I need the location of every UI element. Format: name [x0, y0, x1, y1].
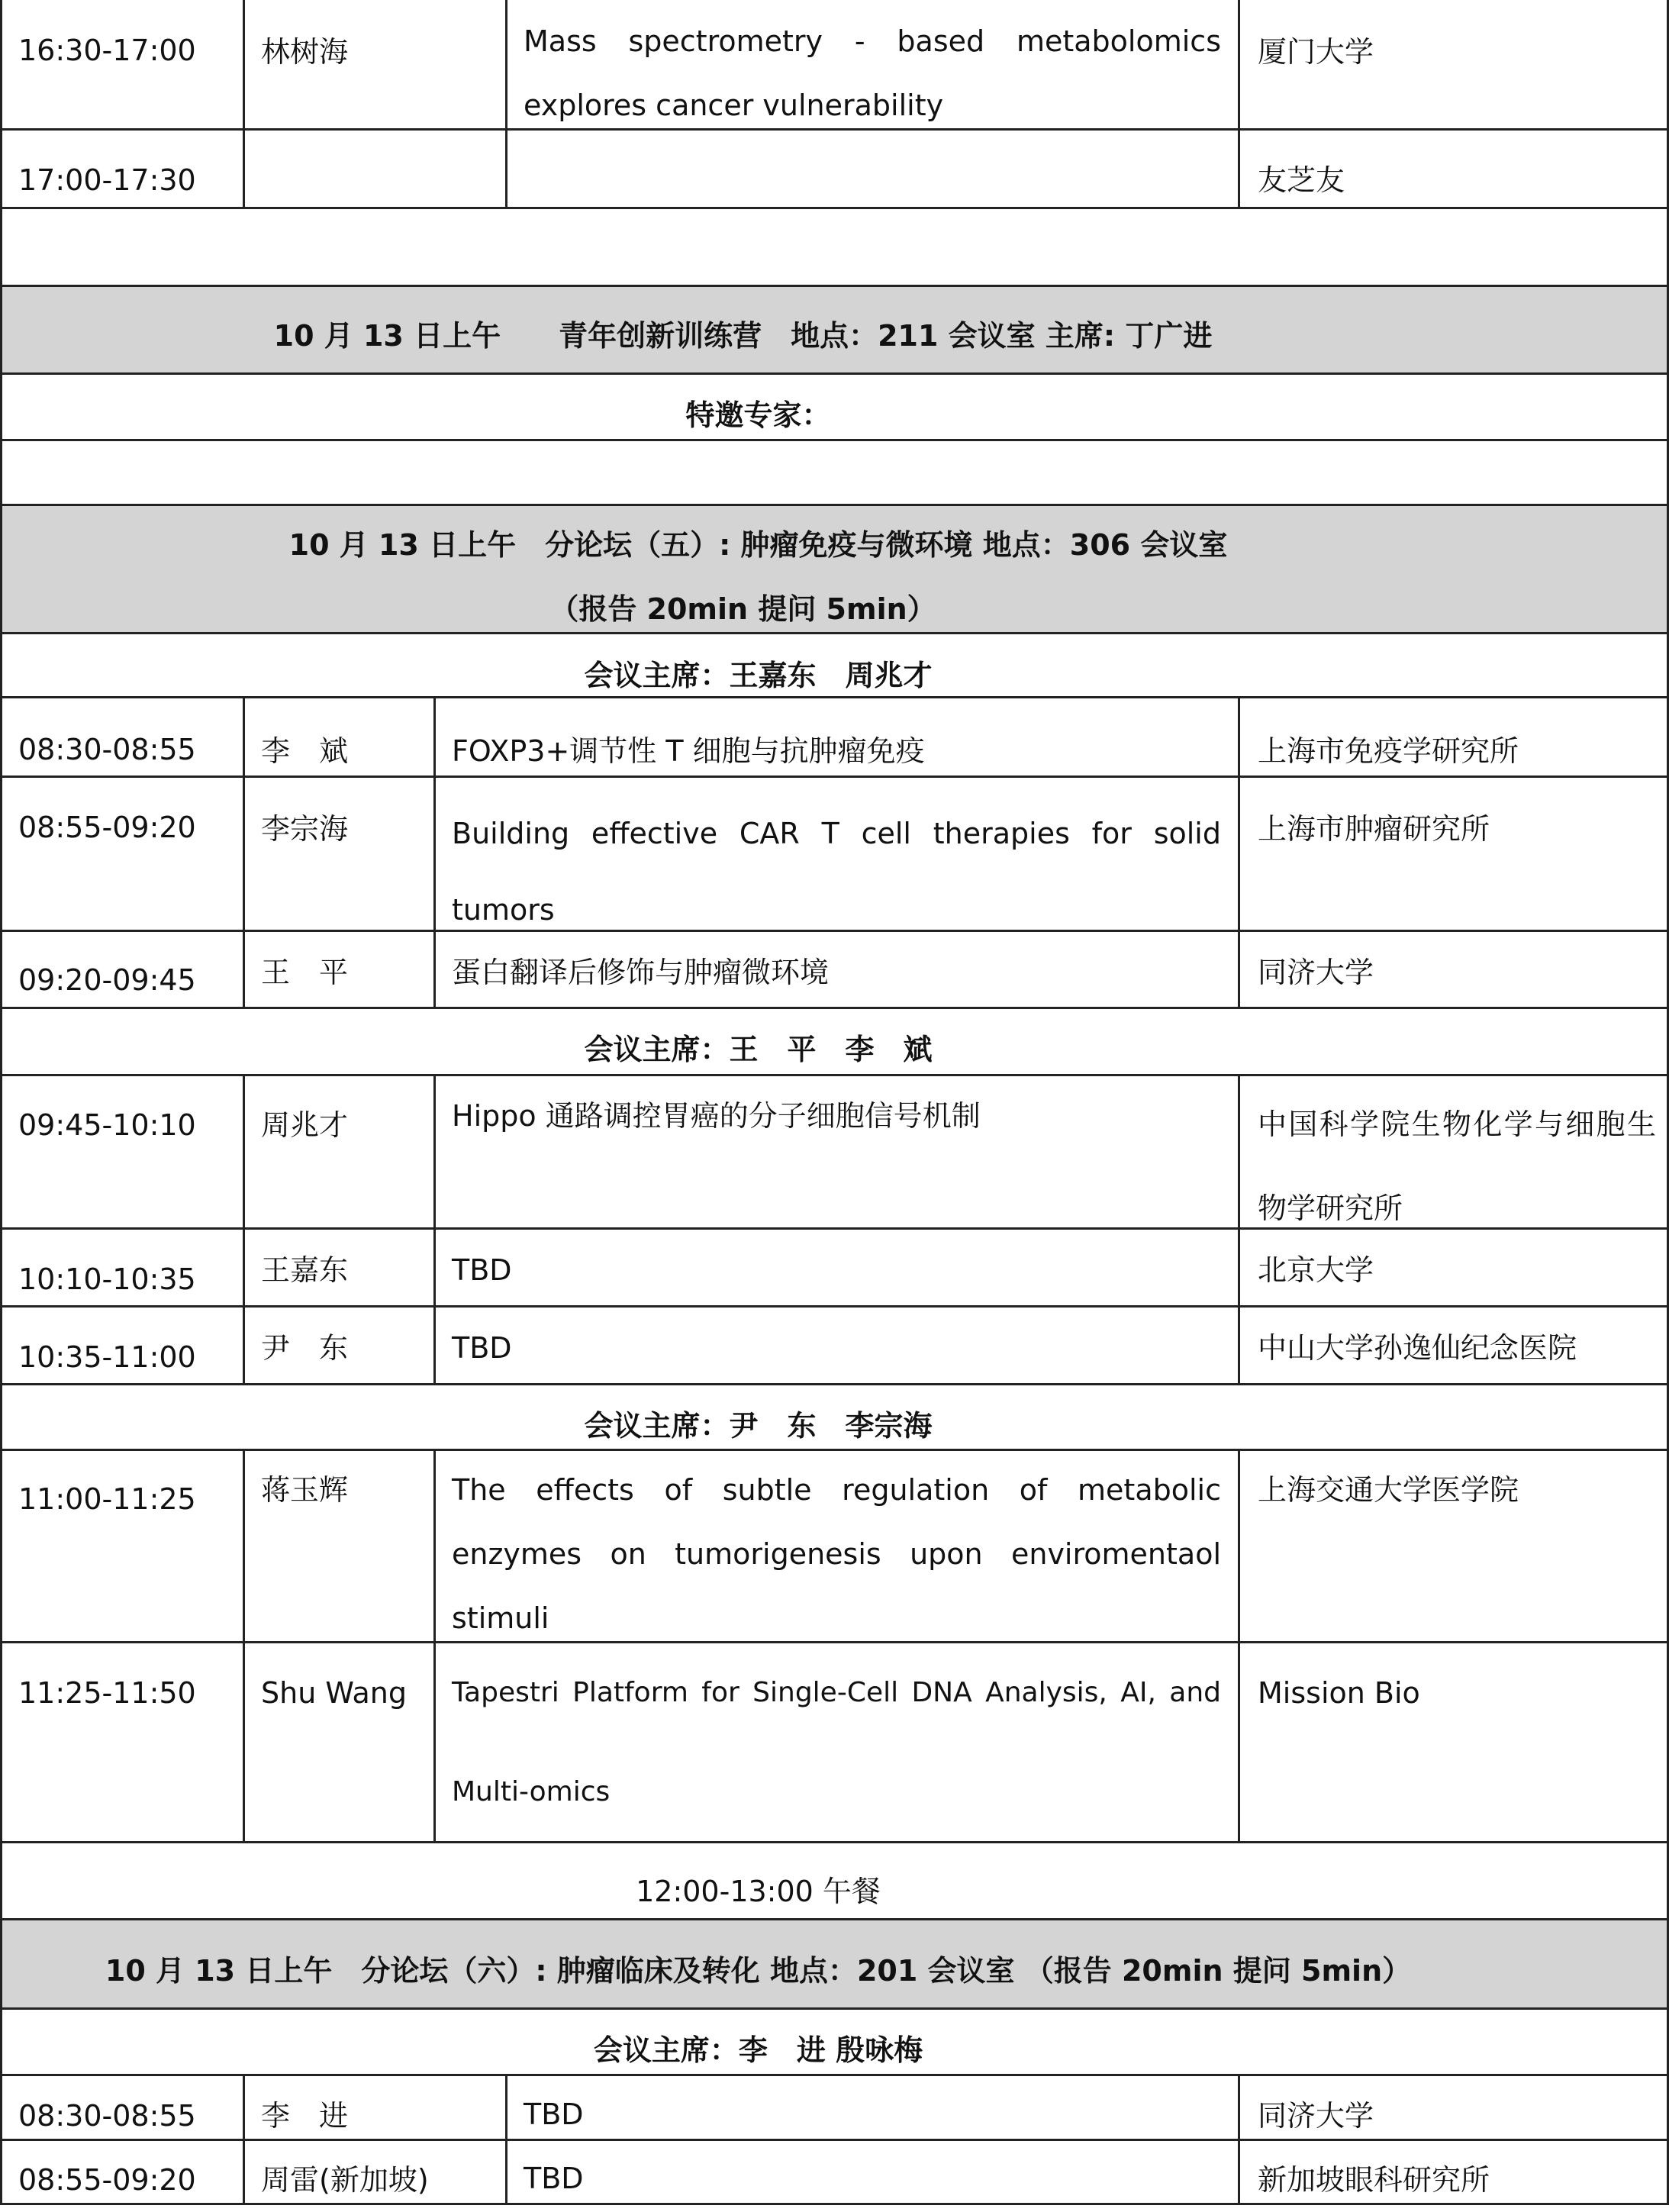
row-topic: Hippo 通路调控胃癌的分子细胞信号机制 — [452, 1099, 981, 1133]
row-speaker: Shu Wang — [261, 1676, 408, 1710]
row-time: 10:35-11:00 — [18, 1340, 196, 1374]
row-speaker: 周兆才 — [261, 1108, 349, 1142]
row-topic: 蛋白翻译后修饰与肿瘤微环境 — [452, 956, 830, 989]
row-org: 上海交通大学医学院 — [1258, 1473, 1519, 1507]
row-org: Mission Bio — [1258, 1676, 1420, 1710]
row-time: 08:55-09:20 — [18, 811, 196, 844]
row-org: 同济大学 — [1258, 956, 1374, 989]
row-topic: The effects of subtle regulation of metabolic enzymes on tumorigenesis upon enviromentaol stimuli — [452, 1473, 1221, 1635]
row-topic: TBD — [452, 1253, 512, 1287]
row-org: 上海市免疫学研究所 — [1258, 734, 1519, 768]
row-speaker: 周雷(新加坡) — [261, 2163, 429, 2197]
row-time: 11:25-11:50 — [18, 1676, 196, 1710]
row-speaker: 蒋玉辉 — [261, 1473, 349, 1507]
row-speaker: 林树海 — [261, 35, 349, 69]
forum5-chair3: 会议主席：尹 东 李宗海 — [584, 1409, 933, 1443]
forum5-header-line1: 10 月 13 日上午 分论坛（五）: 肿瘤免疫与微环境 地点：306 会议室 — [288, 528, 1228, 562]
forum5-chair2: 会议主席：王 平 李 斌 — [584, 1033, 933, 1066]
row-time: 08:55-09:20 — [18, 2163, 196, 2197]
forum5-header-line2: （报告 20min 提问 5min） — [549, 592, 936, 626]
row-time: 10:10-10:35 — [18, 1262, 196, 1296]
row-time: 09:20-09:45 — [18, 963, 196, 997]
row-time: 11:00-11:25 — [18, 1482, 196, 1516]
row-time: 09:45-10:10 — [18, 1108, 196, 1142]
forum6-header: 10 月 13 日上午 分论坛（六）: 肿瘤临床及转化 地点：201 会议室 （报告 20min 提问 5min） — [105, 1954, 1412, 1988]
row-org: 友芝友 — [1258, 163, 1345, 197]
row-topic: Building effective CAR T cell therapies for solid tumors — [452, 817, 1221, 927]
row-topic: TBD — [524, 2098, 584, 2131]
row-time: 16:30-17:00 — [18, 34, 196, 67]
row-speaker: 李 斌 — [261, 734, 349, 768]
row-org: 同济大学 — [1258, 2099, 1374, 2133]
row-org: 中山大学孙逸仙纪念医院 — [1258, 1331, 1577, 1365]
lunch-break: 12:00-13:00 午餐 — [636, 1875, 881, 1908]
row-org: 厦门大学 — [1258, 35, 1374, 69]
row-org: 中国科学院生物化学与细胞生物学研究所 — [1258, 1108, 1656, 1225]
row-speaker: 尹 东 — [261, 1331, 349, 1365]
row-org: 北京大学 — [1258, 1253, 1374, 1287]
row-topic: Mass spectrometry - based metabolomics explores cancer vulnerability — [524, 24, 1221, 122]
row-time: 08:30-08:55 — [18, 733, 196, 766]
row-topic-line1: Tapestri Platform for Single-Cell DNA Analysis, AI, and — [452, 1677, 1221, 1708]
row-org: 上海市肿瘤研究所 — [1258, 812, 1490, 846]
forum5-chair1: 会议主席：王嘉东 周兆才 — [584, 659, 933, 692]
row-topic: FOXP3+调节性 T 细胞与抗肿瘤免疫 — [452, 734, 925, 768]
row-time: 17:00-17:30 — [18, 163, 196, 197]
row-topic: TBD — [452, 1331, 512, 1365]
row-speaker: 李宗海 — [261, 812, 349, 846]
row-speaker: 李 进 — [261, 2099, 349, 2133]
row-speaker: 王 平 — [261, 956, 349, 989]
row-org: 新加坡眼科研究所 — [1258, 2163, 1490, 2197]
row-time: 08:30-08:55 — [18, 2099, 196, 2133]
row-topic-line2: Multi-omics — [452, 1776, 611, 1807]
camp-header: 10 月 13 日上午 青年创新训练营 地点：211 会议室 主席: 丁广进 — [273, 319, 1213, 353]
row-speaker: 王嘉东 — [261, 1253, 349, 1287]
camp-experts-label: 特邀专家： — [685, 398, 831, 432]
forum6-chair: 会议主席：李 进 殷咏梅 — [593, 2033, 923, 2067]
row-topic: TBD — [524, 2162, 584, 2195]
